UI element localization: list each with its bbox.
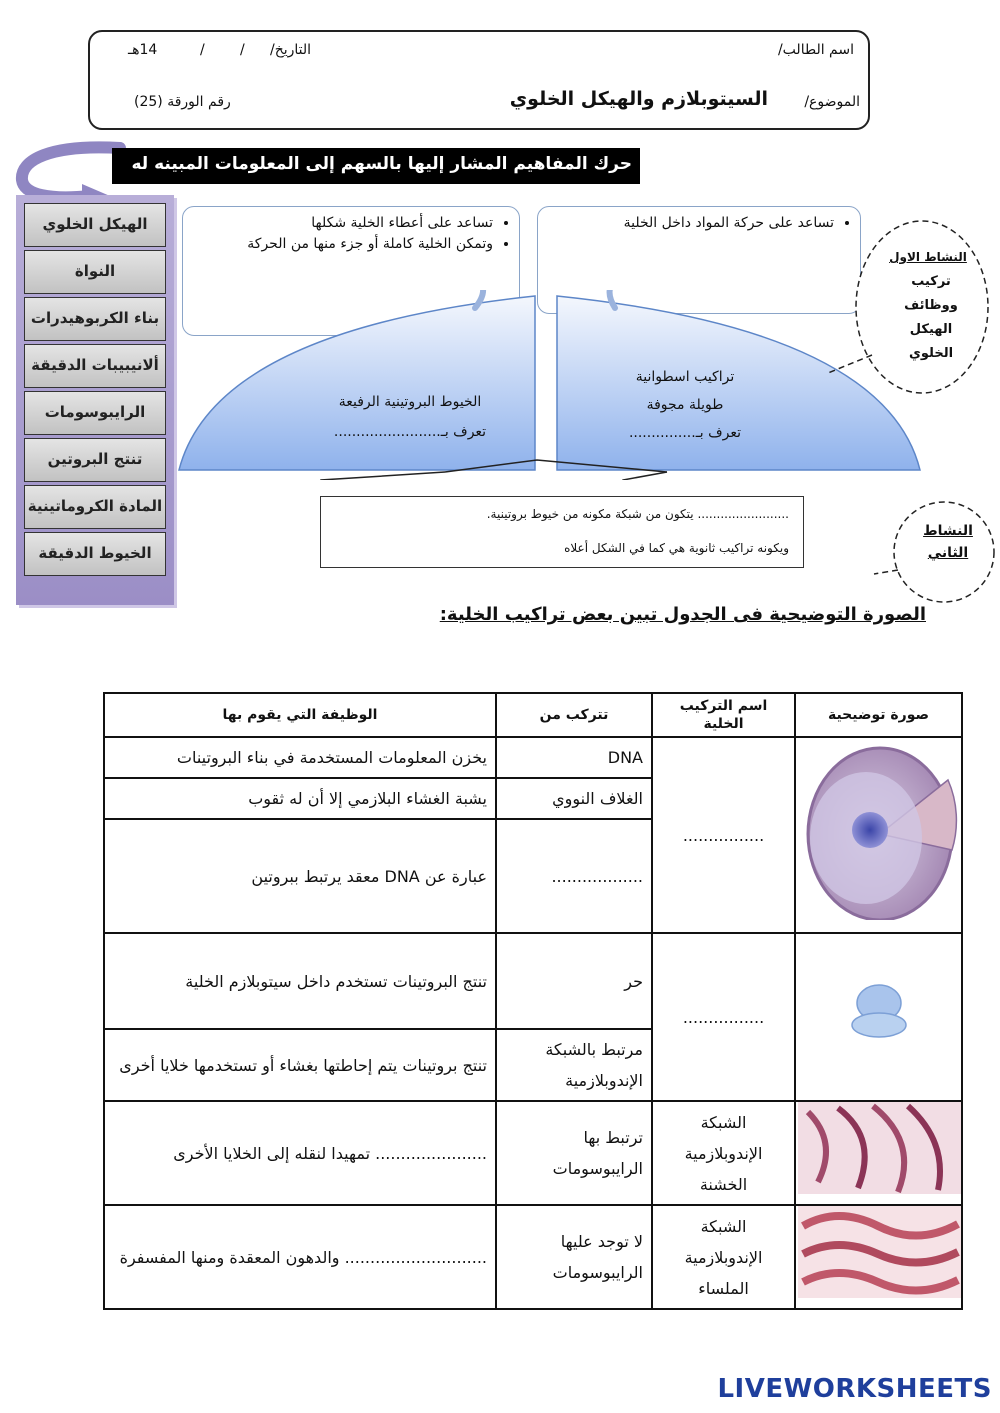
table-row [104,1205,962,1309]
date-separator: / [240,42,245,58]
component-cell: الغلاف النووي [496,778,652,819]
component-cell: ترتبط بها الرايبوسومات [496,1101,652,1205]
activity1-label: النشاط الاول [889,250,967,264]
component-cell: مرتبط بالشبكة الإندوبلازمية [496,1029,652,1101]
dome-blank[interactable]: تعرف بـ........................ [333,424,487,440]
activity2-label: النشاط الثاني [923,523,973,561]
word-bank-item[interactable]: النواة [24,250,166,294]
topic-label: الموضوع/ [804,94,860,110]
word-bank-item[interactable]: ألانيبيبات الدقيقة [24,344,166,388]
rough-er-image-cell [795,1101,962,1205]
header-box [88,30,870,130]
table-header: اسم التركيب الخلية [652,693,795,737]
function-cell: ............................ والدهون المعقدة ومنها المفسفرة [104,1205,496,1309]
definition-line: ........................ يتكون من شبكة مكونه من خيوط بروتينية. [486,507,789,521]
cell-structures-table [103,692,963,1310]
word-bank-item[interactable]: الرايبوسومات [24,391,166,435]
table-header: تتركب من [496,693,652,737]
word-bank [16,195,174,605]
table-row [104,737,962,778]
component-cell: لا توجد عليها الرايبوسومات [496,1205,652,1309]
topic-title: السيتوبلازم والهيكل الخلوي [509,88,768,110]
date-label: التاريخ/ [270,42,312,58]
table-row [104,1101,962,1205]
dome-text: الخيوط البروتينية الرفيعة [338,394,482,410]
component-cell: حر [496,933,652,1029]
info-bullet: • تساعد على أعطاء الخلية شكلها [193,213,493,234]
nucleus-image-cell [795,737,962,933]
word-bank-item[interactable]: الخيوط الدقيقة [24,532,166,576]
smooth-er-image [798,1206,961,1298]
structure-name-blank[interactable]: ................ [652,737,795,933]
component-blank[interactable]: .................. [496,819,652,933]
liveworksheets-logo: LIVEWORKSHEETS [717,1374,992,1404]
info-bullet: • تساعد على حركة المواد داخل الخلية [548,213,834,234]
word-bank-item[interactable]: بناء الكربوهيدرات [24,297,166,341]
info-bullet: • وتمكن الخلية كاملة أو جزء منها من الحركة [193,234,493,255]
function-cell: ...................... تمهيدا لنقله إلى الخلايا الأخرى [104,1101,496,1205]
component-cell: DNA [496,737,652,778]
table-caption: الصورة التوضيحية فى الجدول تبين بعض تراكيب الخلية: [439,604,926,625]
function-cell: تنتج البروتينات تستخدم داخل سيتوبلازم الخلية [104,933,496,1029]
structure-name: الشبكة الإندوبلازمية الملساء [652,1205,795,1309]
ribosome-image-cell [795,933,962,1101]
function-cell: يشبة الغشاء البلازمي إلا أن له ثقوب [104,778,496,819]
table-header: صورة توضيحية [795,693,962,737]
activity1-label: تركيب ووظائف الهيكل الخلوي [904,274,958,361]
word-bank-item[interactable]: المادة الكروماتينية [24,485,166,529]
function-cell: عبارة عن DNA معقد يرتبط ببروتين [104,819,496,933]
nucleus-image [798,740,961,920]
smooth-er-image-cell [795,1205,962,1309]
word-bank-item[interactable]: الهيكل الخلوي [24,203,166,247]
structure-name: الشبكة الإندوبلازمية الخشنة [652,1101,795,1205]
sheet-number: رقم الورقة (25) [134,94,231,110]
table-header: الوظيفة التي يقوم بها [104,693,496,737]
domes-diagram [175,290,930,480]
word-bank-item[interactable]: تنتج البروتين [24,438,166,482]
hijri-year: 14هـ [128,42,158,58]
instruction-bar: حرك المفاهيم المشار إليها بالسهم إلى المعلومات المبينه له [112,148,640,184]
dome-text: طويلة مجوفة [646,397,724,413]
function-cell: يخزن المعلومات المستخدمة في بناء البروتينات [104,737,496,778]
skeleton-definition-box [320,496,804,568]
definition-line: ويكونه تراكيب ثانوية هي كما في الشكل أعلاه [564,541,789,555]
table-row [104,933,962,1029]
student-name-label: اسم الطالب/ [777,42,854,58]
function-cell: تنتج بروتينات يتم إحاطتها بغشاء أو تستخدمها خلايا أخرى [104,1029,496,1101]
date-separator: / [200,42,205,58]
dome-blank[interactable]: تعرف بـ............... [628,425,742,441]
ribosome-image [844,977,914,1047]
table-header-row [104,693,962,737]
structure-name-blank[interactable]: ................ [652,933,795,1101]
dome-text: تراكيب اسطوانية [635,369,735,385]
rough-er-image [798,1102,961,1194]
